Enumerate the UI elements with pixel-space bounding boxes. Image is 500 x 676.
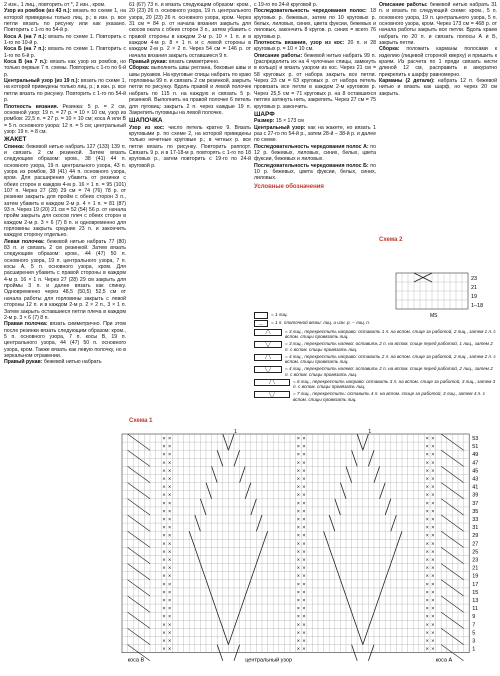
scheme-2-rapport-label: MS [430, 313, 438, 319]
garter-stitch-mark: × [425, 468, 429, 475]
row-number: 3 [472, 638, 476, 645]
scheme-1-title: Схема 1 [129, 418, 153, 424]
garter-stitch-mark: × [302, 508, 306, 515]
garter-stitch-mark: × [168, 565, 172, 572]
garter-stitch-mark: × [168, 638, 172, 645]
garter-stitch-mark: × [431, 630, 435, 637]
garter-stitch-mark: × [425, 492, 429, 499]
row-number: 23 [471, 276, 478, 282]
garter-stitch-mark: × [162, 452, 166, 459]
garter-stitch-mark: × [296, 444, 301, 451]
garter-stitch-mark: × [296, 500, 301, 507]
garter-stitch-mark: × [296, 541, 301, 548]
row-number: 41 [472, 484, 479, 491]
garter-stitch-mark: × [425, 630, 429, 637]
garter-stitch-mark: × [162, 517, 166, 523]
scheme-2-grid [396, 273, 468, 309]
paragraph: Плотность вязания. Резинка: 5 р. = 2 см, основной узор: 19 п. = 27 р. = 10 × 10 см, узор из ромбов: 22,5 п. = 27 р. = 10 × 10 см; коса А или В = 5 п. основного узора: 12 п. = 5 см; центральный узор: 19 п. = 8 см. [4, 103, 126, 135]
scheme-2-row-numbers [471, 276, 483, 309]
garter-stitch-mark: × [296, 638, 301, 645]
legend-item: = 1 лиц. [254, 312, 497, 319]
paragraph: Узор из ромбов (из 43 п.): вязать по схеме 1, на которой приведены только лиц. р.; в изн. р. все петли вязать по рисунку или как указано. Повторить с 1-го по 54-й р. [4, 8, 126, 34]
garter-stitch-mark: × [302, 533, 306, 540]
paragraph: 61 (67) 73 п. и вязать следующим образом: кром., 20 (23) 26 п. основного узора, 19 п. центрального узора, 20 (23) 26 п. основного узора, кром. Через 31 см = 84 р. от начала вязания закрыть для скосов оката с обеих сторон 3 п., затем убавить с правой стороны в каждом 2-м р. 10 × 1 п. и в каждом 4-м р. 8 × 1 п. и с левой стороны в каждом 2-м р. 2 × 2 п. Через 54 см = 146 р. от начала вязания закрыть оставшиеся 9 п. [129, 2, 251, 59]
garter-stitch-mark: × [296, 630, 301, 637]
garter-stitch-mark: × [302, 500, 306, 507]
garter-stitch-mark: × [162, 565, 166, 572]
paragraph: Правый рукав: вязать симметрично. [129, 59, 220, 66]
row-number: 43 [472, 476, 479, 483]
garter-stitch-mark: × [302, 444, 306, 451]
garter-stitch-mark: × [168, 460, 172, 467]
garter-stitch-mark: × [162, 500, 166, 507]
garter-stitch-mark: × [431, 484, 435, 491]
paragraph: Коса В (на 7 п.): вязать как узор из ромбов, но только первые 7 п. схемы. Повторить с 1-го по 6-й р. [4, 59, 126, 78]
garter-stitch-mark: × [162, 646, 166, 653]
text-column-3 [254, 2, 376, 312]
garter-stitch-mark: × [431, 598, 435, 604]
garter-stitch-mark: × [296, 436, 301, 442]
garter-stitch-mark: × [162, 573, 166, 580]
garter-stitch-mark: × [431, 476, 435, 483]
paragraph: Коса А (на 7 п.): вязать по схеме 1. Повторить с 1-го по 10-й р. [4, 33, 126, 47]
garter-stitch-mark: × [296, 598, 301, 604]
garter-stitch-mark: × [162, 541, 166, 548]
garter-stitch-mark: × [168, 646, 172, 653]
garter-stitch-mark: × [168, 452, 172, 459]
garter-stitch-mark: × [168, 525, 172, 532]
garter-stitch-mark: × [302, 565, 306, 572]
legend-item: — = 1 п. платочной вязки: лиц. и изн. р. – лиц. п. [254, 320, 497, 327]
garter-stitch-mark: × [425, 525, 429, 532]
garter-stitch-mark: × [302, 460, 306, 467]
garter-stitch-mark: × [296, 565, 301, 572]
paragraph: Правый рукав: бежевой нитью набрать [4, 359, 102, 366]
garter-stitch-mark: × [302, 606, 306, 613]
row-number: 35 [472, 508, 479, 515]
garter-stitch-mark: × [162, 638, 166, 645]
garter-stitch-mark: × [162, 484, 166, 491]
garter-stitch-mark: × [168, 517, 172, 523]
row-number: 45 [472, 468, 479, 475]
garter-stitch-mark: × [168, 468, 172, 475]
garter-stitch-mark: × [168, 533, 172, 540]
row-number: 33 [472, 517, 479, 523]
garter-stitch-mark: × [296, 484, 301, 491]
garter-stitch-mark: × [168, 436, 172, 442]
garter-stitch-mark: × [296, 525, 301, 532]
garter-stitch-mark: × [431, 500, 435, 507]
garter-stitch-mark: × [431, 460, 435, 467]
paragraph: Размер: 15 × 173 см [254, 118, 304, 125]
paragraph: с 19-го по 24-й круговой р. [254, 2, 318, 8]
garter-stitch-mark: × [431, 492, 435, 499]
garter-stitch-mark: × [425, 622, 429, 629]
row-number: 7 [472, 622, 476, 629]
garter-stitch-mark: × [162, 508, 166, 515]
garter-stitch-mark: × [168, 614, 172, 621]
garter-stitch-mark: × [431, 614, 435, 621]
scheme-2-chart [392, 271, 484, 319]
legend-item: ╱ ╲ = 4 лиц., перекрестить направо: оставить 2 п. на вспом. спице за работой, 2 лиц., затем 2 п. с вспом. спицы провязать лиц. [254, 354, 497, 365]
garter-stitch-mark: × [162, 533, 166, 540]
scheme-1-row-numbers [472, 436, 478, 653]
garter-stitch-mark: × [296, 549, 301, 556]
row-number: 31 [472, 525, 479, 532]
garter-stitch-mark: × [168, 484, 172, 491]
garter-stitch-mark: × [302, 549, 306, 556]
garter-stitch-mark: × [296, 614, 301, 621]
row-number: 37 [472, 500, 479, 507]
text-column-1 [4, 2, 126, 674]
scheme-2-title: Схема 2 [379, 237, 403, 243]
section-label: коса А [435, 657, 453, 664]
garter-stitch-mark: × [431, 581, 435, 588]
garter-stitch-mark: × [162, 589, 166, 596]
garter-stitch-mark: × [162, 622, 166, 629]
garter-stitch-mark: × [302, 525, 306, 532]
garter-stitch-mark: × [431, 565, 435, 572]
row-number: 1–18 [471, 303, 484, 309]
garter-stitch-mark: × [302, 484, 306, 491]
garter-stitch-mark: × [425, 452, 429, 459]
section-label: центральный узор [245, 657, 293, 664]
cross-right-4-icon: ╱ ╲ [254, 354, 282, 361]
paragraph: Центральный узор (из 19 п.): вязать по схеме 1, на которой приведены только лиц. р.; в изн. р. все петли вязать по рисунку. Повторить с 1-го по 54-й р. [4, 78, 126, 104]
garter-stitch-mark: × [302, 492, 306, 499]
garter-stitch-mark: × [431, 589, 435, 596]
row-number: 27 [472, 541, 479, 548]
row-number: 25 [472, 549, 479, 556]
garter-stitch-mark: × [296, 606, 301, 613]
garter-stitch-mark: × [296, 468, 301, 475]
garter-stitch-mark: × [425, 565, 429, 572]
garter-stitch-mark: × [431, 444, 435, 451]
garter-stitch-mark: × [431, 646, 435, 653]
garter-stitch-mark: × [296, 589, 301, 596]
garter-stitch-mark: × [162, 581, 166, 588]
row-number: 49 [472, 452, 479, 459]
garter-stitch-mark: × [431, 525, 435, 532]
garter-stitch-mark: × [168, 476, 172, 483]
garter-stitch-mark: × [296, 508, 301, 515]
row-number: 5 [472, 630, 476, 637]
garter-stitch-mark: × [431, 517, 435, 523]
garter-stitch-mark: × [425, 484, 429, 491]
paragraph: Последовательность чередования полос: 18 круговых р. бежевых, затем по 10 круговых р. белых, лиловых, синих, цвета фуксии, бежевых и лиловых, закончить 8 кругов. р. синих = всего 76 круговых р. [254, 8, 376, 40]
garter-stitch-mark: × [302, 573, 306, 580]
cross-left-3-icon: ╲╱ [254, 341, 282, 348]
paragraph: Сборка: выполнить швы реглана, боковые швы и швы рукавов. На круговые спицы набрать по краю горловины 99 п. и связать 2 см резинкой, закрыть петли по рисунку. Вдоль правой и левой полочек набрать по 115 п. на каждую и связать 5 р. резинкой. Выполнить на правой полочке 6 петель для пуговиц: закрыть 2 п. через каждые 19 п. Закрепить пуговицы на левой полочке. [129, 65, 251, 116]
garter-stitch-mark: × [162, 460, 166, 467]
garter-stitch-mark: × [431, 606, 435, 613]
garter-stitch-mark: × [168, 598, 172, 604]
garter-stitch-mark: × [302, 476, 306, 483]
garter-stitch-mark: × [431, 541, 435, 548]
scheme-1-grid [122, 434, 469, 653]
garter-stitch-mark: × [162, 630, 166, 637]
row-number: 23 [472, 557, 479, 564]
garter-stitch-mark: × [425, 614, 429, 621]
garter-stitch-mark: × [302, 581, 306, 588]
garter-stitch-mark: × [431, 508, 435, 515]
section-heading-hat: ШАПОЧКА [129, 117, 163, 125]
legend-item: ╱ ╲ = 6 лиц., перекрестить направо: оставить 3 п. на вспом. спице за работой, 3 лиц., затем 3 п. с вспом. спицы провязать лиц. [254, 379, 497, 390]
garter-stitch-mark: × [162, 549, 166, 556]
paragraph: Сборка: положить карманы полосами к изделию (лицевой стороной кверху) и пришить к краям. Из расчета по 1 пряди связать кисти длиной 12 см, расправить и аккуратно прикрепить к шарфу равномерно. [379, 46, 497, 78]
row-number: 29 [472, 533, 479, 540]
section-heading-scarf: ШАРФ [254, 110, 275, 118]
garter-stitch-mark: × [168, 630, 172, 637]
garter-stitch-mark: × [425, 646, 429, 653]
garter-stitch-mark: × [162, 598, 166, 604]
garter-stitch-mark: × [162, 492, 166, 499]
legend-item: ╲ ╱ = 4 лиц., перекрестить налево: оставить 2 п. на вспом. спице перед работой, 2 лиц., затем 2 п. с вспом. спицы провязать лиц. [254, 366, 497, 377]
garter-stitch-mark: × [162, 614, 166, 621]
top-mark: 1 [368, 429, 372, 435]
garter-stitch-mark: × [425, 573, 429, 580]
paragraph: Последовательность чередования полос Б: по 10 р. бежевых, цвета фуксии, белых, синих, лиловых. [254, 162, 376, 182]
garter-stitch-mark: × [168, 589, 172, 596]
section-label: коса В [127, 657, 145, 664]
row-number: 11 [472, 606, 478, 613]
garter-stitch-mark: × [431, 549, 435, 556]
paragraph: Карманы (2 детали): набрать 12 п. бежевой нитью и вязать как шарф, но через 20 см закрыть. [379, 78, 497, 97]
symbol-legend [254, 312, 497, 418]
paragraph: Узор из кос: число петель кратно 9. Вязать круговыми р. по схеме 2, на которой приведены только нечетные круговые р.; в четных р. все петли вязать по рисунку. Повторить раппорт. Связать 9 р. и в 17-18-м р. повторять с 1-го по 18 круговых р., затем повторить с 19-го по 24-й круговой р. [129, 124, 251, 169]
garter-stitch-mark: × [296, 517, 301, 523]
garter-stitch-mark: × [425, 581, 429, 588]
cross-left-4-icon: ╲ ╱ [254, 366, 282, 373]
row-number: 47 [472, 460, 479, 467]
garter-stitch-mark: × [168, 444, 172, 451]
garter-stitch-mark: × [302, 589, 306, 596]
garter-stitch-mark: × [168, 492, 172, 499]
garter-stitch-mark: × [425, 606, 429, 613]
garter-stitch-mark: × [431, 573, 435, 580]
row-number: 9 [472, 614, 476, 621]
row-number: 1 [472, 646, 476, 653]
cross-right-3-icon: ╱╲ [254, 329, 282, 336]
text-column-2 [129, 2, 251, 412]
garter-stitch-mark: × [431, 533, 435, 540]
paragraph: Плотность вязания, узор из кос: 20 п. и 28 круговых р. = 10 × 10 см. [254, 40, 376, 53]
garter-stitch-mark: × [168, 606, 172, 613]
garter-symbol-icon: — [254, 320, 268, 327]
garter-stitch-mark: × [162, 444, 166, 451]
garter-stitch-mark: × [302, 622, 306, 629]
legend-item: ╱╲ = 3 лиц., перекрестить направо: оставить 1 п. на вспом. спице за работой, 2 лиц., затем 1 п. с вспом. спицы провязать лиц. [254, 329, 497, 340]
garter-stitch-mark: × [425, 444, 429, 451]
garter-stitch-mark: × [425, 436, 429, 442]
garter-stitch-mark: × [425, 476, 429, 483]
garter-stitch-mark: × [168, 500, 172, 507]
garter-stitch-mark: × [431, 622, 435, 629]
paragraph: Коса Б (на 7 п.): вязать по схеме 1. Повторить с 1-го по 6-й р. [4, 46, 126, 59]
garter-stitch-mark: × [302, 436, 306, 442]
garter-stitch-mark: × [425, 638, 429, 645]
paragraph: Описание работы: бежевой нитью набрать 31 п. и вязать по следующей схеме: кром., 5 п. основного узора, 19 п. центрального узора, 5 п. основного узора, кром. Через 173 см = 468 р. от начала работы закрыть все петли. Вдоль краев набрать по 20 п. и связать полосы А и Б, закрыть петли. [379, 2, 497, 47]
garter-stitch-mark: × [302, 468, 306, 475]
scheme-1-chart [118, 428, 494, 674]
garter-stitch-mark: × [296, 646, 301, 653]
garter-stitch-mark: × [425, 508, 429, 515]
garter-stitch-mark: × [425, 549, 429, 556]
garter-stitch-mark: × [302, 646, 306, 653]
garter-stitch-mark: × [162, 557, 166, 564]
paragraph: Спинка: бежевой нитью набрать 127 (133) 139 п. и связать 2 см резинкой. Затем вязать следующим образом: кром., 38 (41) 44 п. основного узора, 19 п. центрального узора, 43 п. узора из ромбов, 38 (41) 44 п. основного узора, кром. Для расширения убавить от резинки с обеих сторон в каждом 4-м р. 16 × 1 п. = 95 (101) 107 п. Через 27 (28) 29 см = 74 (76) 78 р. от резинки закрыть для пройм с обеих сторон 3 п., затем убавить в каждом 2-м р. 4 × 1 п. = 81 (87) 93 п. Через 19 (20) 21 см = 52 (54) 56 р. от начала пройм закрыть для скосов плеч с обеих сторон в каждом 2-м р. 3 × 6 (7) 8 п. и одновременно для горловины закрыть средние 23 п. и закончить каждую сторону отдельно. [4, 143, 126, 239]
garter-stitch-mark: × [302, 557, 306, 564]
garter-stitch-mark: × [425, 589, 429, 596]
paragraph: Последовательность чередования полос А: по 12 р. бежевых, лиловых, синих, белых, цвета фуксии, бежевых и лиловых. [254, 143, 376, 163]
garter-stitch-mark: × [425, 541, 429, 548]
paragraph: Правая полочка: вязать симметрично. При этом после резинки вязать следующим образом: кром., 5 п. основного узора, 7 п. косы В, 19 п. центрального узора, 44 (47) 50 п. основного узора, кром. Также вязать как левую полочку, но в зеркальном отражении. [4, 321, 126, 359]
garter-stitch-mark: × [162, 468, 166, 475]
garter-stitch-mark: × [162, 606, 166, 613]
garter-stitch-mark: × [425, 557, 429, 564]
row-number: 19 [472, 573, 479, 580]
row-number: 15 [472, 589, 479, 596]
knit-symbol-icon [254, 312, 268, 319]
garter-stitch-mark: × [302, 630, 306, 637]
row-number: 13 [472, 598, 479, 604]
garter-stitch-mark: × [162, 525, 166, 532]
garter-stitch-mark: × [425, 500, 429, 507]
row-number: 53 [472, 436, 479, 442]
garter-stitch-mark: × [425, 460, 429, 467]
garter-stitch-mark: × [296, 622, 301, 629]
garter-stitch-mark: × [431, 557, 435, 564]
legend-title: Условные обозначения [254, 183, 324, 190]
cross-7-icon: ╲ ╱ [254, 391, 290, 398]
garter-stitch-mark: × [425, 598, 429, 604]
paragraph: 2 изн., 1 лиц., повторить от *, 2 изн., кром. [4, 2, 106, 8]
garter-stitch-mark: × [302, 598, 306, 604]
garter-stitch-mark: × [296, 476, 301, 483]
row-number: 39 [472, 492, 479, 499]
garter-stitch-mark: × [425, 517, 429, 523]
garter-stitch-mark: × [168, 557, 172, 564]
garter-stitch-mark: × [431, 468, 435, 475]
garter-stitch-mark: × [162, 436, 166, 442]
row-number: 21 [472, 565, 479, 572]
garter-stitch-mark: × [431, 436, 435, 442]
legend-item: ╲ ╱ = 7 лиц., перекрестить: оставить 4 п. на вспом. спице за работой, 3 лиц., затем 4 п. с вспом. спицы провязать лиц. [254, 391, 497, 402]
section-heading-jacket: ЖАКЕТ [4, 136, 27, 144]
garter-stitch-mark: × [296, 557, 301, 564]
legend-item: ╲╱ = 3 лиц., перекрестить налево: оставить 2 п. на вспом. спице перед работой, 1 лиц., затем 2 п. с вспом. спицы провязать лиц. [254, 341, 497, 352]
garter-stitch-mark: × [302, 541, 306, 548]
garter-stitch-mark: × [168, 549, 172, 556]
text-column-4 [379, 2, 497, 234]
garter-stitch-mark: × [296, 533, 301, 540]
row-number: 19 [471, 294, 478, 300]
garter-stitch-mark: × [162, 476, 166, 483]
garter-stitch-mark: × [302, 614, 306, 621]
garter-stitch-mark: × [296, 452, 301, 459]
garter-stitch-mark: × [168, 581, 172, 588]
garter-stitch-mark: × [296, 581, 301, 588]
garter-stitch-mark: × [302, 452, 306, 459]
garter-stitch-mark: × [302, 517, 306, 523]
garter-stitch-mark: × [425, 533, 429, 540]
paragraph: Описание работы: бежевой нитью набрать 99 п. (распределить их на 4 чулочные спицы, замкнуть в кольцо) и вязать узором из кос. Через 21 см = 58 круговых р. от набора закрыть все петли. Через 23 см = 63 круговых р. от набора петель провязать все петли в каждом 2-м круговом р. Через 25,5 см = 71 круговых р. на 8 оставшихся петлях затянуть нить, закрепить. Через 27 см = 75 круговых р. закончить. [254, 52, 376, 110]
garter-stitch-mark: × [168, 573, 172, 580]
top-mark: 1 [234, 429, 237, 435]
paragraph: Центральный узор: как на жакете, но вязать 1 раз с 27-го по 54-й р., затем 28-й – 38-й р. и далее по схеме. [254, 124, 376, 144]
garter-stitch-mark: × [296, 492, 301, 499]
row-number: 51 [472, 444, 479, 451]
garter-stitch-mark: × [168, 508, 172, 515]
garter-stitch-mark: × [296, 460, 301, 467]
garter-stitch-mark: × [302, 638, 306, 645]
row-number: 17 [472, 581, 479, 588]
garter-stitch-mark: × [296, 573, 301, 580]
garter-stitch-mark: × [168, 622, 172, 629]
garter-stitch-mark: × [168, 541, 172, 548]
cross-right-6-icon: ╱ ╲ [254, 379, 290, 386]
row-number: 21 [471, 285, 478, 291]
paragraph: Левая полочка: бежевой нитью набрать 77 (80) 83 п. и связать 2 см резинкой. Затем вязать следующим образом: кром., 44 (47) 50 п. основного узора, 19 п. центрального узора, 7 п. косы А, 5 п. основного узора, кром. Для расширения убавить с правой стороны в каждом 4-м р. 16 × 1 п. Через 27 (28) 29 см закрыть для проймы 3 п. и далее вязать как спинку. Одновременно через 48,5 (50,5) 52,5 см от начала работы для горловины закрыть с левой стороны 12 п. и в каждом 2-м р. 2 × 2 п., 3 × 1 п. Затем закрыть оставшиеся петли плеча в каждом 2-м р. 3 × 6 (7) 8 п. [4, 238, 126, 321]
garter-stitch-mark: × [431, 638, 435, 645]
garter-stitch-mark: × [431, 452, 435, 459]
